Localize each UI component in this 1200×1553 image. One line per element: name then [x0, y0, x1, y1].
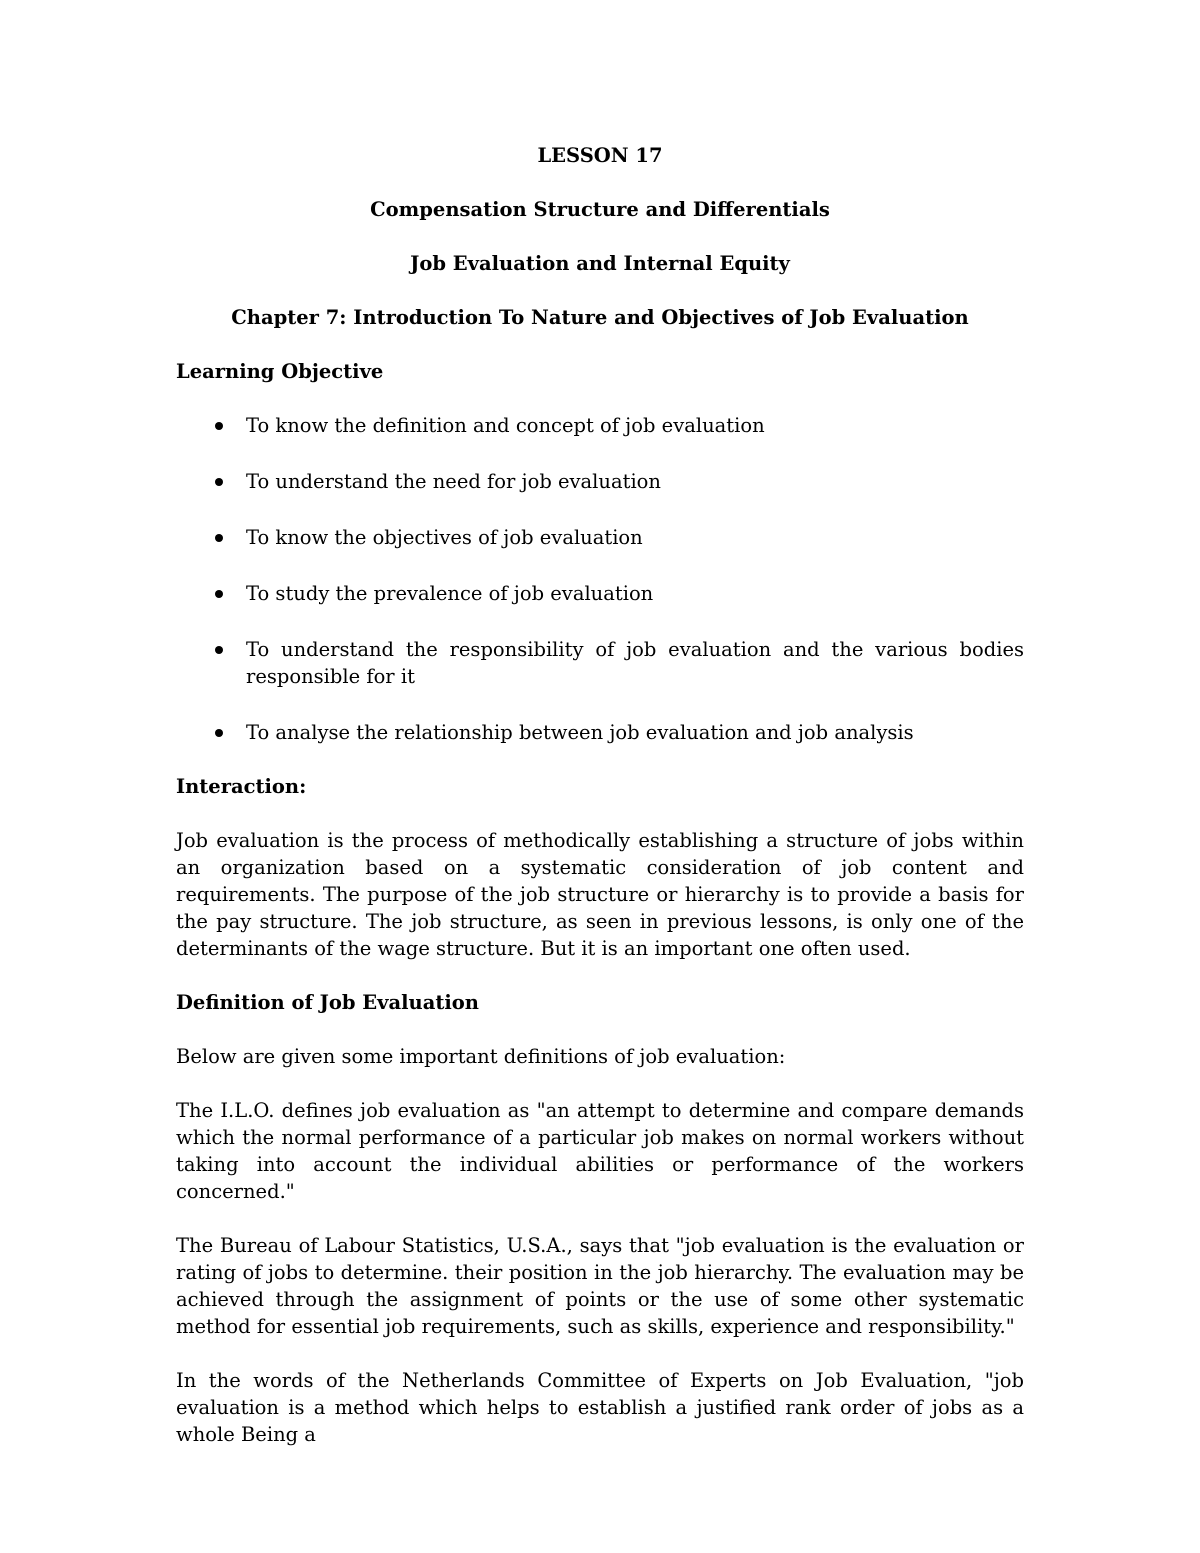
definition-heading: Definition of Job Evaluation [176, 991, 479, 1014]
objective-text: To study the prevalence of job evaluation [246, 582, 654, 605]
subtitle-compensation: Compensation Structure and Differentials [370, 198, 830, 221]
objective-text: To understand the need for job evaluation [246, 470, 661, 493]
objective-text: To know the definition and concept of job evaluation [246, 414, 765, 437]
subtitle-job-evaluation: Job Evaluation and Internal Equity [410, 252, 790, 275]
objective-item [176, 412, 1024, 439]
document-body [176, 142, 1024, 1448]
learning-objective-heading: Learning Objective [176, 360, 384, 383]
objective-item [176, 719, 1024, 746]
bullet-icon [215, 422, 223, 430]
objective-item [176, 580, 1024, 607]
objective-item [176, 524, 1024, 551]
bullet-icon [215, 478, 223, 486]
bullet-icon [215, 534, 223, 542]
interaction-heading: Interaction: [176, 775, 307, 798]
objective-text: To understand the responsibility of job evaluation and the various bodies responsible for it [246, 638, 1024, 688]
netherlands-definition-paragraph: In the words of the Netherlands Committee of Experts on Job Evaluation, "job evaluation is a method which helps to establish a justified rank order of jobs as a whole Being a [176, 1369, 1024, 1446]
bullet-icon [215, 590, 223, 598]
lesson-title: LESSON 17 [537, 144, 663, 167]
interaction-paragraph: Job evaluation is the process of methodically establishing a structure of jobs within an organization based on a systematic consideration of job content and requirements. The purpose of the job structure or hierarchy is to provide a basis for the pay structure. The job structure, as seen in previous lessons, is only one of the determinants of the wage structure. But it is an important one often used. [176, 829, 1024, 960]
objective-text: To know the objectives of job evaluation [246, 526, 643, 549]
chapter-title: Chapter 7: Introduction To Nature and Objectives of Job Evaluation [231, 306, 969, 329]
objective-text: To analyse the relationship between job evaluation and job analysis [246, 721, 914, 744]
objectives-list [176, 412, 1024, 746]
definition-intro: Below are given some important definitions of job evaluation: [176, 1045, 786, 1068]
bullet-icon [215, 729, 223, 737]
objective-item [176, 636, 1024, 690]
bls-definition-paragraph: The Bureau of Labour Statistics, U.S.A., says that "job evaluation is the evaluation or rating of jobs to determine. their position in the job hierarchy. The evaluation may be achieved through the assignment of points or the use of some other systematic method for essential job requirements, such as skills, experience and responsibility." [176, 1234, 1024, 1338]
bullet-icon [215, 646, 223, 654]
ilo-definition-paragraph: The I.L.O. defines job evaluation as "an attempt to determine and compare demands which the normal performance of a particular job makes on normal workers without taking into account the individual abilities or performance of the workers concerned." [176, 1099, 1024, 1203]
objective-item [176, 468, 1024, 495]
